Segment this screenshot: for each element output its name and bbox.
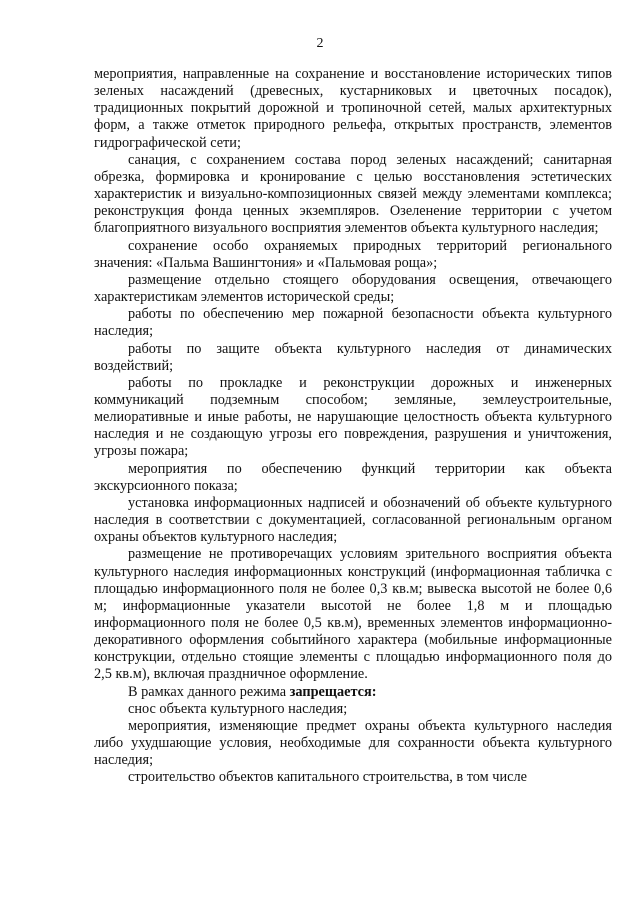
paragraph-excursion: мероприятия по обеспечению функций территории как объекта экскурсионного показа; [94, 460, 612, 494]
prohibition-intro-text: В рамках данного режима [128, 683, 290, 700]
paragraph-restoration-measures: мероприятия, направленные на сохранение и восстановление исторических типов зеленых насаждений (древесных, кустарниковых и цветочных посадок), традиционных покрытий дорожной и тропиночной сетей, малых архитектурных форм, а также отметок природного рельефа, открытых пространств, элементов гидрографической сети; [94, 66, 612, 151]
prohibited-item-demolition: снос объекта культурного наследия; [128, 700, 348, 717]
paragraph-sanitation: санация, с сохранением состава пород зеленых насаждений; санитарная обрезка, формировка и кронирование с целью восстановления эстетических характеристик и визуально-композиционных связей между элементами комплекса; реконструкция фонда ценных экземпляров. Озеленение территории с учетом благоприятного визуального восприятия элементов объекта культурного наследия; [94, 151, 612, 237]
paragraph-prohibition-heading [94, 684, 612, 701]
paragraph-info-signs: установка информационных надписей и обозначений об объекте культурного наследия в соответствии с документацией, согласованной региональным органом охраны объектов культурного наследия; [94, 494, 612, 546]
paragraph-communications: работы по прокладке и реконструкции дорожных и инженерных коммуникаций подземным способом; земляные, землеустроительные, мелиоративные и иные работы, не нарушающие целостность объекта культурного наследия и не создающую угрозы его повреждения, разрушения и уничтожения, угрозы пожара; [94, 374, 612, 460]
paragraph-info-structures: размещение не противоречащих условиям зрительного восприятия объекта культурного наследия информационных конструкций (информационная табличка с площадью информационного поля не более 0,3 кв.м; вывеска высотой не более 0,6 м; информационные указатели высотой не более 1,8 м и площадью информационного поля не более 0,5 кв.м), временных элементов информационно-декоративного оформления событийного характера (мобильные информационные конструкции, отдельно стоящие элементы с площадью информационного поля до 2,5 кв.м), включая праздничное оформление. [94, 546, 612, 683]
prohibition-bold-text: запрещается: [289, 683, 377, 700]
paragraph-fire-safety: работы по обеспечению мер пожарной безопасности объекта культурного наследия; [94, 306, 612, 340]
document-body [94, 66, 612, 787]
paragraph-protected-areas: сохранение особо охраняемых природных территорий регионального значения: «Пальма Вашингтония» и «Пальмовая роща»; [94, 237, 612, 271]
page-number: 2 [316, 36, 324, 51]
paragraph-lighting: размещение отдельно стоящего оборудования освещения, отвечающего характеристикам элементов исторической среды; [94, 271, 612, 306]
prohibited-item-protection-subject: мероприятия, изменяющие предмет охраны объекта культурного наследия либо ухудшающие условия, необходимые для сохранности объекта культурного наследия; [94, 717, 612, 769]
paragraph-dynamic-protection: работы по защите объекта культурного наследия от динамических воздействий; [94, 340, 612, 374]
prohibited-item-construction: строительство объектов капитального строительства, в том числе [128, 769, 527, 786]
